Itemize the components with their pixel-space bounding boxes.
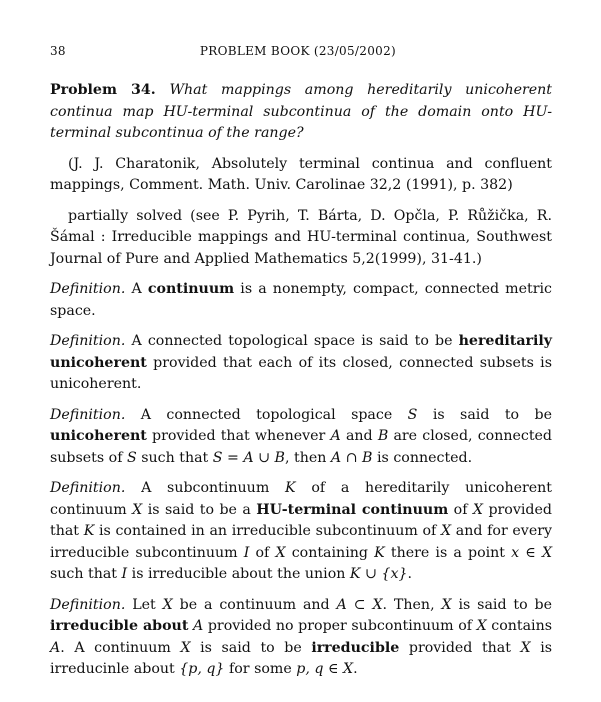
- def-text: is irreducible about the union: [131, 566, 346, 582]
- def-text: . A continuum: [60, 639, 171, 656]
- math-symbol: B: [377, 428, 389, 444]
- def-text: are closed, connected subsets of: [50, 428, 553, 466]
- problem-label: Problem 34.: [50, 82, 156, 98]
- math-symbol: X: [520, 639, 531, 656]
- math-expression: K ∪ {x}: [349, 566, 408, 582]
- math-symbol: A: [330, 428, 341, 444]
- def-text: is said to be: [458, 596, 553, 613]
- def-text: provided that each of its closed, connected subsets is unicoherent.: [50, 354, 553, 392]
- math-symbol: X: [162, 596, 173, 613]
- math-expression: {p, q}: [179, 661, 225, 677]
- def-text: and: [345, 428, 373, 444]
- def-text: .: [353, 661, 358, 677]
- def-text: . Then,: [382, 596, 435, 613]
- problem-question: What mappings among hereditarily unicoherent continua map HU-terminal subcontinua of the domain onto HU-terminal subcontinua of the range?: [50, 82, 553, 141]
- definition-continuum: [50, 279, 552, 322]
- def-text: A: [131, 281, 142, 297]
- def-text: provided that: [50, 501, 552, 539]
- def-text: provided that whenever: [152, 428, 326, 444]
- def-text: and for every irreducible subcontinuum: [50, 523, 553, 561]
- def-text: Let: [132, 596, 156, 613]
- def-text: containing: [291, 544, 368, 561]
- def-text: is said to be: [432, 406, 552, 423]
- running-title: PROBLEM BOOK (23/05/2002): [199, 44, 396, 58]
- problem-statement: [50, 80, 552, 145]
- def-text: provided that: [408, 639, 511, 656]
- def-text: there is a point: [390, 544, 505, 561]
- definition-label: Definition.: [50, 596, 126, 613]
- term-hereditarily-unicoherent: hereditarily unicoherent: [50, 333, 553, 371]
- def-text: contains: [491, 618, 553, 634]
- definition-hereditarily-unicoherent: [50, 331, 552, 396]
- def-text: of a hereditarily unicoherent continuum: [50, 480, 552, 518]
- math-symbol: X: [441, 596, 452, 613]
- problem-reference: (J. J. Charatonik, Absolutely terminal continua and confluent mappings, Comment. Math. Univ. Carolinae 32,2 (1991), p. 382): [50, 155, 552, 193]
- math-expression: p, q ∈ X: [296, 661, 354, 677]
- math-symbol: I: [243, 544, 250, 561]
- def-text: is irreducinle about: [50, 639, 553, 677]
- def-text: provided no proper subcontinuum of: [207, 618, 472, 634]
- def-text: is a nonempty, compact, connected metric space.: [50, 281, 552, 319]
- math-symbol: K: [83, 523, 95, 539]
- definition-label: Definition.: [50, 406, 126, 423]
- definition-unicoherent: [50, 405, 552, 470]
- def-text: such that: [50, 566, 118, 582]
- def-text: is contained in an irreducible subcontinuum of: [98, 523, 437, 539]
- math-symbol: K: [285, 480, 296, 496]
- math-expression: x ∈ X: [511, 544, 553, 561]
- math-symbol: S: [407, 406, 418, 423]
- def-text: for some: [228, 661, 292, 677]
- def-text: of: [453, 501, 468, 518]
- math-expression: A ⊂ X: [336, 596, 383, 613]
- math-symbol: X: [441, 523, 452, 539]
- definition-irreducible: [50, 595, 552, 681]
- def-text: , then: [284, 449, 327, 466]
- math-symbol: I: [121, 566, 128, 582]
- page-number: 38: [50, 44, 66, 58]
- def-text: is connected.: [377, 449, 473, 466]
- definition-label: Definition.: [50, 333, 126, 349]
- term-hu-terminal: HU-terminal continuum: [256, 501, 449, 518]
- def-text: A subcontinuum: [141, 480, 270, 496]
- math-symbol: X: [180, 639, 191, 656]
- page: [50, 44, 552, 690]
- math-symbol: X: [476, 618, 487, 634]
- term-irreducible: irreducible: [311, 639, 400, 656]
- def-text: be a continuum and: [179, 596, 330, 613]
- term-unicoherent: unicoherent: [50, 428, 147, 444]
- definition-hu-terminal: [50, 478, 552, 586]
- definition-label: Definition.: [50, 480, 126, 496]
- def-text: A connected topological space: [140, 406, 393, 423]
- def-text: such that: [141, 449, 209, 466]
- math-symbol: S: [126, 449, 137, 466]
- math-symbol: X: [275, 544, 286, 561]
- def-text: .: [407, 566, 412, 582]
- definition-label: Definition.: [50, 281, 126, 297]
- math-symbol: A: [50, 639, 61, 656]
- math-symbol: A: [193, 618, 204, 634]
- math-symbol: K: [374, 544, 385, 561]
- math-symbol: X: [132, 501, 143, 518]
- def-text: is said to be: [200, 639, 302, 656]
- term-irreducible-about: irreducible about: [50, 618, 189, 634]
- def-text: is said to be a: [147, 501, 251, 518]
- def-text: A connected topological space is said to be: [131, 333, 453, 349]
- math-expression: A ∩ B: [330, 449, 373, 466]
- page-header: [50, 44, 552, 58]
- def-text: of: [255, 544, 270, 561]
- math-symbol: X: [472, 501, 483, 518]
- math-expression: S = A ∪ B: [212, 449, 285, 466]
- term-continuum: continuum: [147, 281, 235, 297]
- partial-solution-note: partially solved (see P. Pyrih, T. Bárta, D. Opčla, P. Růžička, R. Šámal : Irreducible mappings and HU-terminal continua, Southwest Journal of Pure and Applied Mathematics 5,2(1999), 31-41.): [50, 207, 552, 267]
